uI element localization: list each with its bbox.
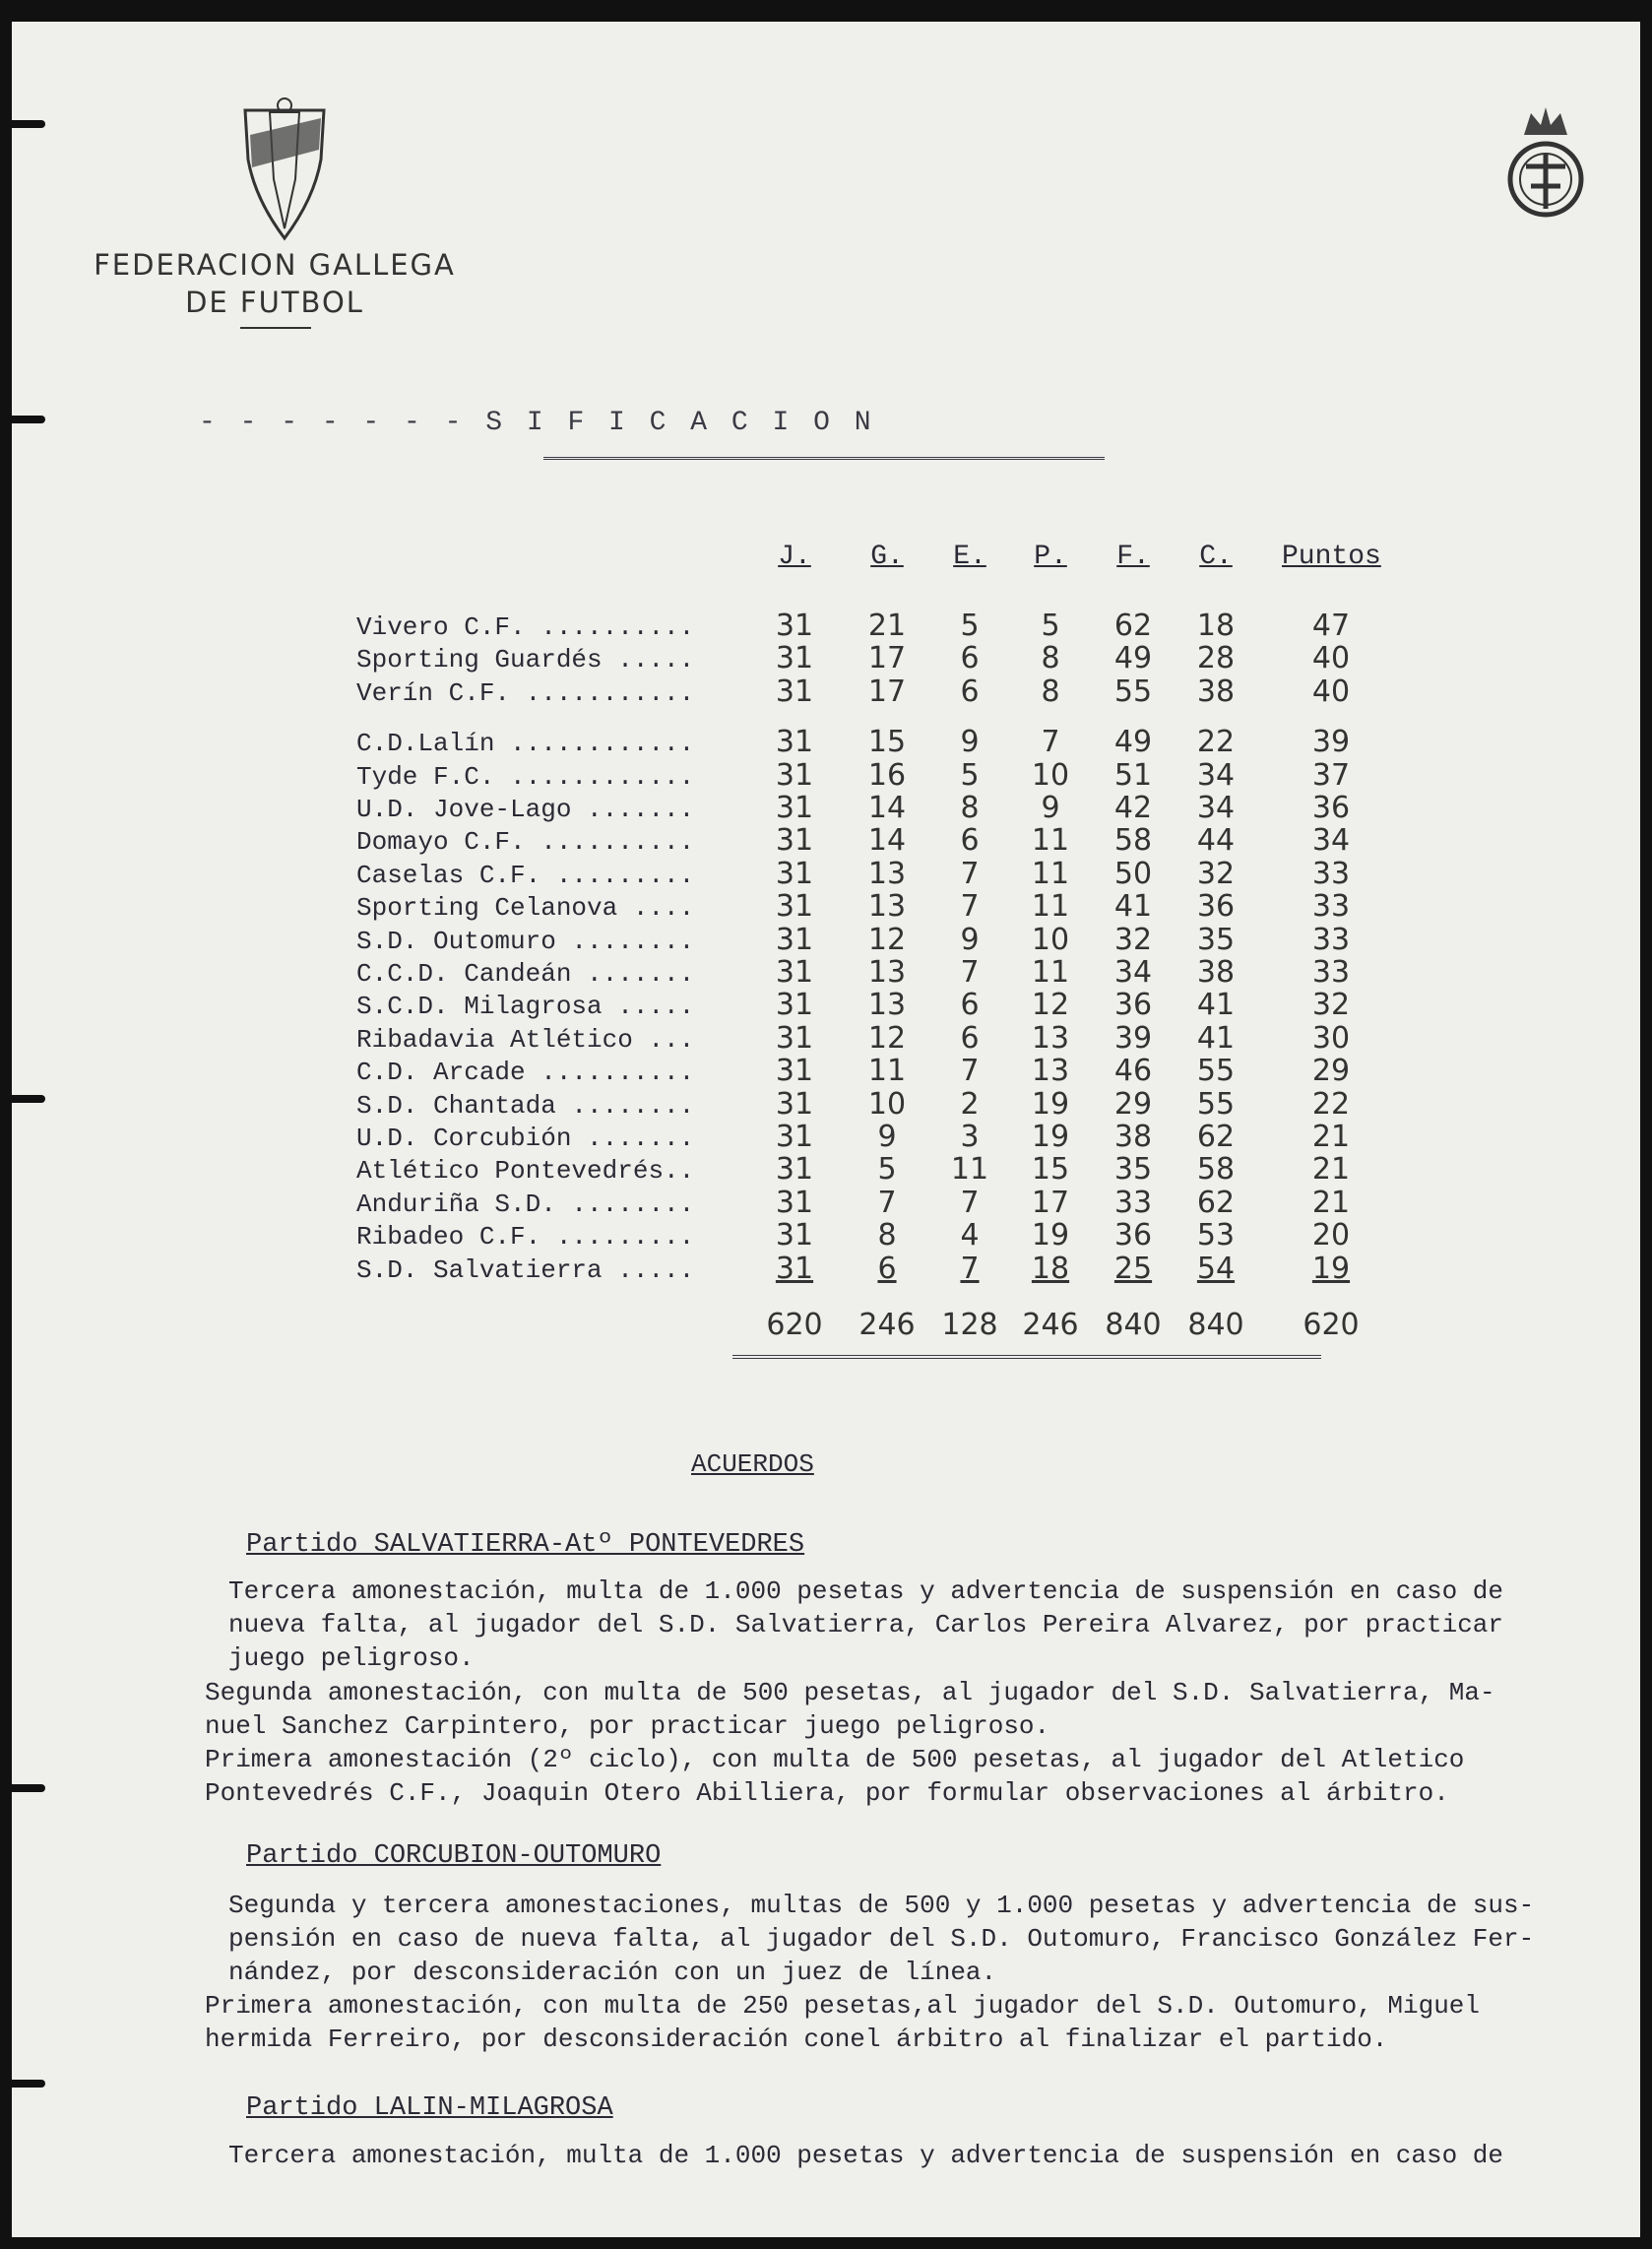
team-name: C.D. Arcade .......... [356, 1058, 695, 1088]
table-cell: 31 [775, 1152, 814, 1188]
table-cell: 15 [867, 725, 907, 760]
team-name: S.D. Salvatierra ..... [356, 1254, 695, 1285]
table-cell: 31 [775, 1120, 814, 1154]
table-cell: 58 [1113, 823, 1153, 859]
table-cell: 6 [960, 674, 980, 709]
table-cell: 13 [867, 955, 907, 990]
table-cell: 34 [1196, 791, 1236, 825]
table-cell: 7 [960, 1054, 980, 1089]
table-cell: 17 [1031, 1185, 1070, 1220]
table-cell: 31 [775, 1020, 814, 1056]
table-cell: 21 [1311, 1185, 1351, 1220]
table-cell: 19 [1311, 1251, 1351, 1286]
resolution-paragraph: Segunda y tercera amonestaciones, multas de 500 y 1.000 pesetas y advertencia de sus- pensión en caso de nueva falta, al jugador del S.D. Outomuro, Francisco González Fer- nández, por desconsideración con un juez de línea. [228, 1891, 1535, 1987]
table-cell: 13 [1031, 1020, 1070, 1056]
table-cell: 6 [960, 988, 980, 1023]
punch-hole [12, 1784, 45, 1792]
table-cell: 38 [1196, 674, 1236, 709]
table-cell: 36 [1113, 988, 1153, 1023]
table-cell: 55 [1196, 1054, 1236, 1089]
table-cell: 10 [1031, 922, 1070, 957]
table-cell: 33 [1311, 955, 1351, 990]
table-cell: 19 [1031, 1086, 1070, 1122]
table-cell: 34 [1113, 955, 1153, 990]
table-cell: 7 [960, 955, 980, 990]
table-cell: 39 [1311, 725, 1351, 760]
team-name: Atlético Pontevedrés.. [356, 1156, 695, 1187]
table-cell: 22 [1311, 1086, 1351, 1122]
table-cell: 11 [867, 1054, 907, 1089]
table-cell: 31 [775, 1054, 814, 1089]
federation-line2: DE FUTBOL [185, 286, 364, 319]
total-cell: 128 [941, 1308, 998, 1342]
table-cell: 17 [867, 641, 907, 676]
table-cell: 36 [1196, 889, 1236, 925]
table-cell: 13 [867, 856, 907, 891]
federation-line1: FEDERACION GALLEGA [94, 248, 456, 282]
table-cell: 22 [1196, 725, 1236, 760]
document-page [12, 22, 1640, 2237]
table-cell: 3 [960, 1120, 980, 1154]
table-cell: 33 [1311, 856, 1351, 891]
table-cell: 50 [1113, 856, 1153, 891]
punch-hole [12, 1095, 45, 1103]
punch-hole [12, 120, 45, 128]
table-cell: 41 [1196, 1020, 1236, 1056]
table-cell: 55 [1196, 1086, 1236, 1122]
table-cell: 44 [1196, 823, 1236, 859]
team-name: Caselas C.F. ......... [356, 860, 695, 890]
table-cell: 40 [1311, 674, 1351, 709]
table-cell: 49 [1113, 725, 1153, 760]
table-cell: 11 [950, 1152, 989, 1188]
table-cell: 4 [960, 1218, 980, 1253]
table-cell: 19 [1031, 1120, 1070, 1154]
table-cell: 8 [877, 1218, 897, 1253]
total-cell: 840 [1105, 1308, 1162, 1342]
team-name: Sporting Guardés ..... [356, 645, 695, 675]
table-cell: 31 [775, 791, 814, 825]
table-cell: 54 [1196, 1251, 1236, 1286]
table-cell: 51 [1113, 757, 1153, 793]
table-cell: 7 [877, 1185, 897, 1220]
table-cell: 9 [960, 725, 980, 760]
table-cell: 12 [867, 1020, 907, 1056]
table-cell: 12 [1031, 988, 1070, 1023]
table-cell: 9 [877, 1120, 897, 1154]
resolution-paragraph: Primera amonestación (2º ciclo), con multa de 500 pesetas, al jugador del Atletico Pontevedrés C.F., Joaquin Otero Abilliera, por formular observaciones al árbitro. [205, 1745, 1465, 1808]
table-cell: 30 [1311, 1020, 1351, 1056]
table-cell: 39 [1113, 1020, 1153, 1056]
table-cell: 31 [775, 889, 814, 925]
team-name: C.C.D. Candeán ....... [356, 959, 695, 989]
resolution-paragraph: Primera amonestación, con multa de 250 pesetas,al jugador del S.D. Outomuro, Miguel hermida Ferreiro, por desconsideración conel árbitro al finalizar el partido. [205, 1991, 1481, 2054]
column-header: C. [1199, 542, 1233, 572]
table-cell: 6 [960, 1020, 980, 1056]
table-cell: 14 [867, 823, 907, 859]
table-cell: 31 [775, 856, 814, 891]
table-cell: 41 [1113, 889, 1153, 925]
table-cell: 28 [1196, 641, 1236, 676]
table-cell: 21 [1311, 1120, 1351, 1154]
table-cell: 7 [960, 856, 980, 891]
resolution-paragraph: Segunda amonestación, con multa de 500 pesetas, al jugador del S.D. Salvatierra, Ma- nuel Sanchez Carpintero, por practicar juego peligroso. [205, 1678, 1495, 1741]
federacion-gallega-shield-icon [230, 91, 339, 248]
team-name: U.D. Corcubión ....... [356, 1124, 695, 1153]
table-cell: 8 [960, 791, 980, 825]
table-cell: 31 [775, 1251, 814, 1286]
table-cell: 31 [775, 725, 814, 760]
table-cell: 41 [1196, 988, 1236, 1023]
column-header: P. [1034, 542, 1067, 572]
table-cell: 33 [1311, 889, 1351, 925]
table-cell: 8 [1041, 674, 1060, 709]
table-cell: 33 [1311, 922, 1351, 957]
table-cell: 62 [1113, 609, 1153, 643]
rfef-crown-crest-icon [1496, 96, 1595, 233]
table-cell: 32 [1311, 988, 1351, 1023]
table-cell: 13 [867, 988, 907, 1023]
table-cell: 36 [1311, 791, 1351, 825]
table-cell: 31 [775, 988, 814, 1023]
total-cell: 840 [1187, 1308, 1244, 1342]
team-name: S.D. Chantada ........ [356, 1090, 695, 1121]
table-cell: 31 [775, 955, 814, 990]
table-cell: 5 [960, 609, 980, 643]
table-cell: 11 [1031, 955, 1070, 990]
table-cell: 31 [775, 674, 814, 709]
table-cell: 33 [1113, 1185, 1153, 1220]
column-header: F. [1116, 542, 1150, 572]
table-cell: 12 [867, 922, 907, 957]
table-cell: 9 [1041, 791, 1060, 825]
table-cell: 36 [1113, 1218, 1153, 1253]
federation-name [71, 246, 478, 321]
table-cell: 5 [877, 1152, 897, 1188]
table-cell: 14 [867, 791, 907, 825]
table-cell: 11 [1031, 823, 1070, 859]
table-cell: 31 [775, 922, 814, 957]
totals-double-rule [732, 1355, 1321, 1359]
team-name: Ribadeo C.F. ......... [356, 1222, 695, 1253]
table-cell: 31 [775, 1086, 814, 1122]
table-cell: 31 [775, 1185, 814, 1220]
punch-hole [12, 2080, 45, 2088]
column-header: J. [778, 542, 811, 572]
table-cell: 6 [877, 1251, 897, 1286]
table-cell: 17 [867, 674, 907, 709]
total-cell: 620 [766, 1308, 823, 1342]
table-cell: 31 [775, 641, 814, 676]
team-name: C.D.Lalín ............ [356, 729, 695, 759]
table-cell: 7 [960, 1185, 980, 1220]
table-cell: 34 [1196, 757, 1236, 793]
table-cell: 25 [1113, 1251, 1153, 1286]
title-double-rule [543, 457, 1105, 460]
table-cell: 35 [1196, 922, 1236, 957]
table-cell: 7 [1041, 725, 1060, 760]
table-cell: 21 [867, 609, 907, 643]
table-cell: 10 [867, 1086, 907, 1122]
table-cell: 18 [1031, 1251, 1070, 1286]
resolution-paragraph: Tercera amonestación, multa de 1.000 pesetas y advertencia de suspensión en caso de [228, 2141, 1504, 2170]
divider [240, 327, 311, 329]
table-cell: 40 [1311, 641, 1351, 676]
table-cell: 35 [1113, 1152, 1153, 1188]
match-heading: Partido SALVATIERRA-Atº PONTEVEDRES [246, 1530, 805, 1560]
table-cell: 11 [1031, 856, 1070, 891]
table-cell: 47 [1311, 609, 1351, 643]
table-cell: 29 [1113, 1086, 1153, 1122]
acuerdos-heading: ACUERDOS [691, 1449, 814, 1479]
resolution-paragraph: Tercera amonestación, multa de 1.000 pesetas y advertencia de suspensión en caso de nueva falta, al jugador del S.D. Salvatierra, Carlos Pereira Alvarez, por practicar juego peligroso. [228, 1576, 1504, 1673]
table-cell: 18 [1196, 609, 1236, 643]
table-cell: 32 [1113, 922, 1153, 957]
column-header: E. [953, 542, 986, 572]
table-cell: 38 [1196, 955, 1236, 990]
table-cell: 31 [775, 609, 814, 643]
table-cell: 31 [775, 757, 814, 793]
total-cell: 620 [1303, 1308, 1360, 1342]
table-cell: 6 [960, 823, 980, 859]
table-cell: 19 [1031, 1218, 1070, 1253]
column-header: G. [870, 542, 904, 572]
table-cell: 16 [867, 757, 907, 793]
table-cell: 31 [775, 1218, 814, 1253]
table-cell: 20 [1311, 1218, 1351, 1253]
total-cell: 246 [858, 1308, 916, 1342]
table-cell: 5 [1041, 609, 1060, 643]
team-name: Vivero C.F. .......... [356, 612, 695, 642]
punch-hole [12, 416, 45, 423]
table-cell: 8 [1041, 641, 1060, 676]
table-cell: 2 [960, 1086, 980, 1122]
table-cell: 13 [1031, 1054, 1070, 1089]
table-cell: 46 [1113, 1054, 1153, 1089]
team-name: Tyde F.C. ............ [356, 761, 695, 792]
table-cell: 38 [1113, 1120, 1153, 1154]
team-name: Domayo C.F. .......... [356, 827, 695, 858]
table-cell: 10 [1031, 757, 1070, 793]
team-name: S.C.D. Milagrosa ..... [356, 992, 695, 1022]
table-cell: 7 [960, 889, 980, 925]
match-heading: Partido LALIN-MILAGROSA [246, 2093, 613, 2123]
table-cell: 49 [1113, 641, 1153, 676]
team-name: Sporting Celanova .... [356, 893, 695, 924]
table-cell: 11 [1031, 889, 1070, 925]
table-cell: 53 [1196, 1218, 1236, 1253]
table-cell: 37 [1311, 757, 1351, 793]
table-cell: 42 [1113, 791, 1153, 825]
table-cell: 58 [1196, 1152, 1236, 1188]
table-cell: 55 [1113, 674, 1153, 709]
column-header: Puntos [1282, 542, 1381, 572]
table-cell: 6 [960, 641, 980, 676]
table-cell: 62 [1196, 1120, 1236, 1154]
team-name: Anduriña S.D. ........ [356, 1189, 695, 1219]
team-name: Ribadavia Atlético ... [356, 1024, 695, 1055]
table-cell: 32 [1196, 856, 1236, 891]
table-cell: 21 [1311, 1152, 1351, 1188]
table-cell: 34 [1311, 823, 1351, 859]
table-cell: 62 [1196, 1185, 1236, 1220]
table-cell: 31 [775, 823, 814, 859]
table-cell: 15 [1031, 1152, 1070, 1188]
team-name: U.D. Jove-Lago ....... [356, 795, 695, 824]
table-cell: 7 [960, 1251, 980, 1286]
table-cell: 9 [960, 922, 980, 957]
table-cell: 5 [960, 757, 980, 793]
table-cell: 29 [1311, 1054, 1351, 1089]
team-name: S.D. Outomuro ........ [356, 926, 695, 956]
page-title: - - - - - - - S I F I C A C I O N [199, 408, 875, 438]
total-cell: 246 [1022, 1308, 1079, 1342]
table-cell: 13 [867, 889, 907, 925]
team-name: Verín C.F. ........... [356, 677, 695, 708]
match-heading: Partido CORCUBION-OUTOMURO [246, 1841, 662, 1871]
